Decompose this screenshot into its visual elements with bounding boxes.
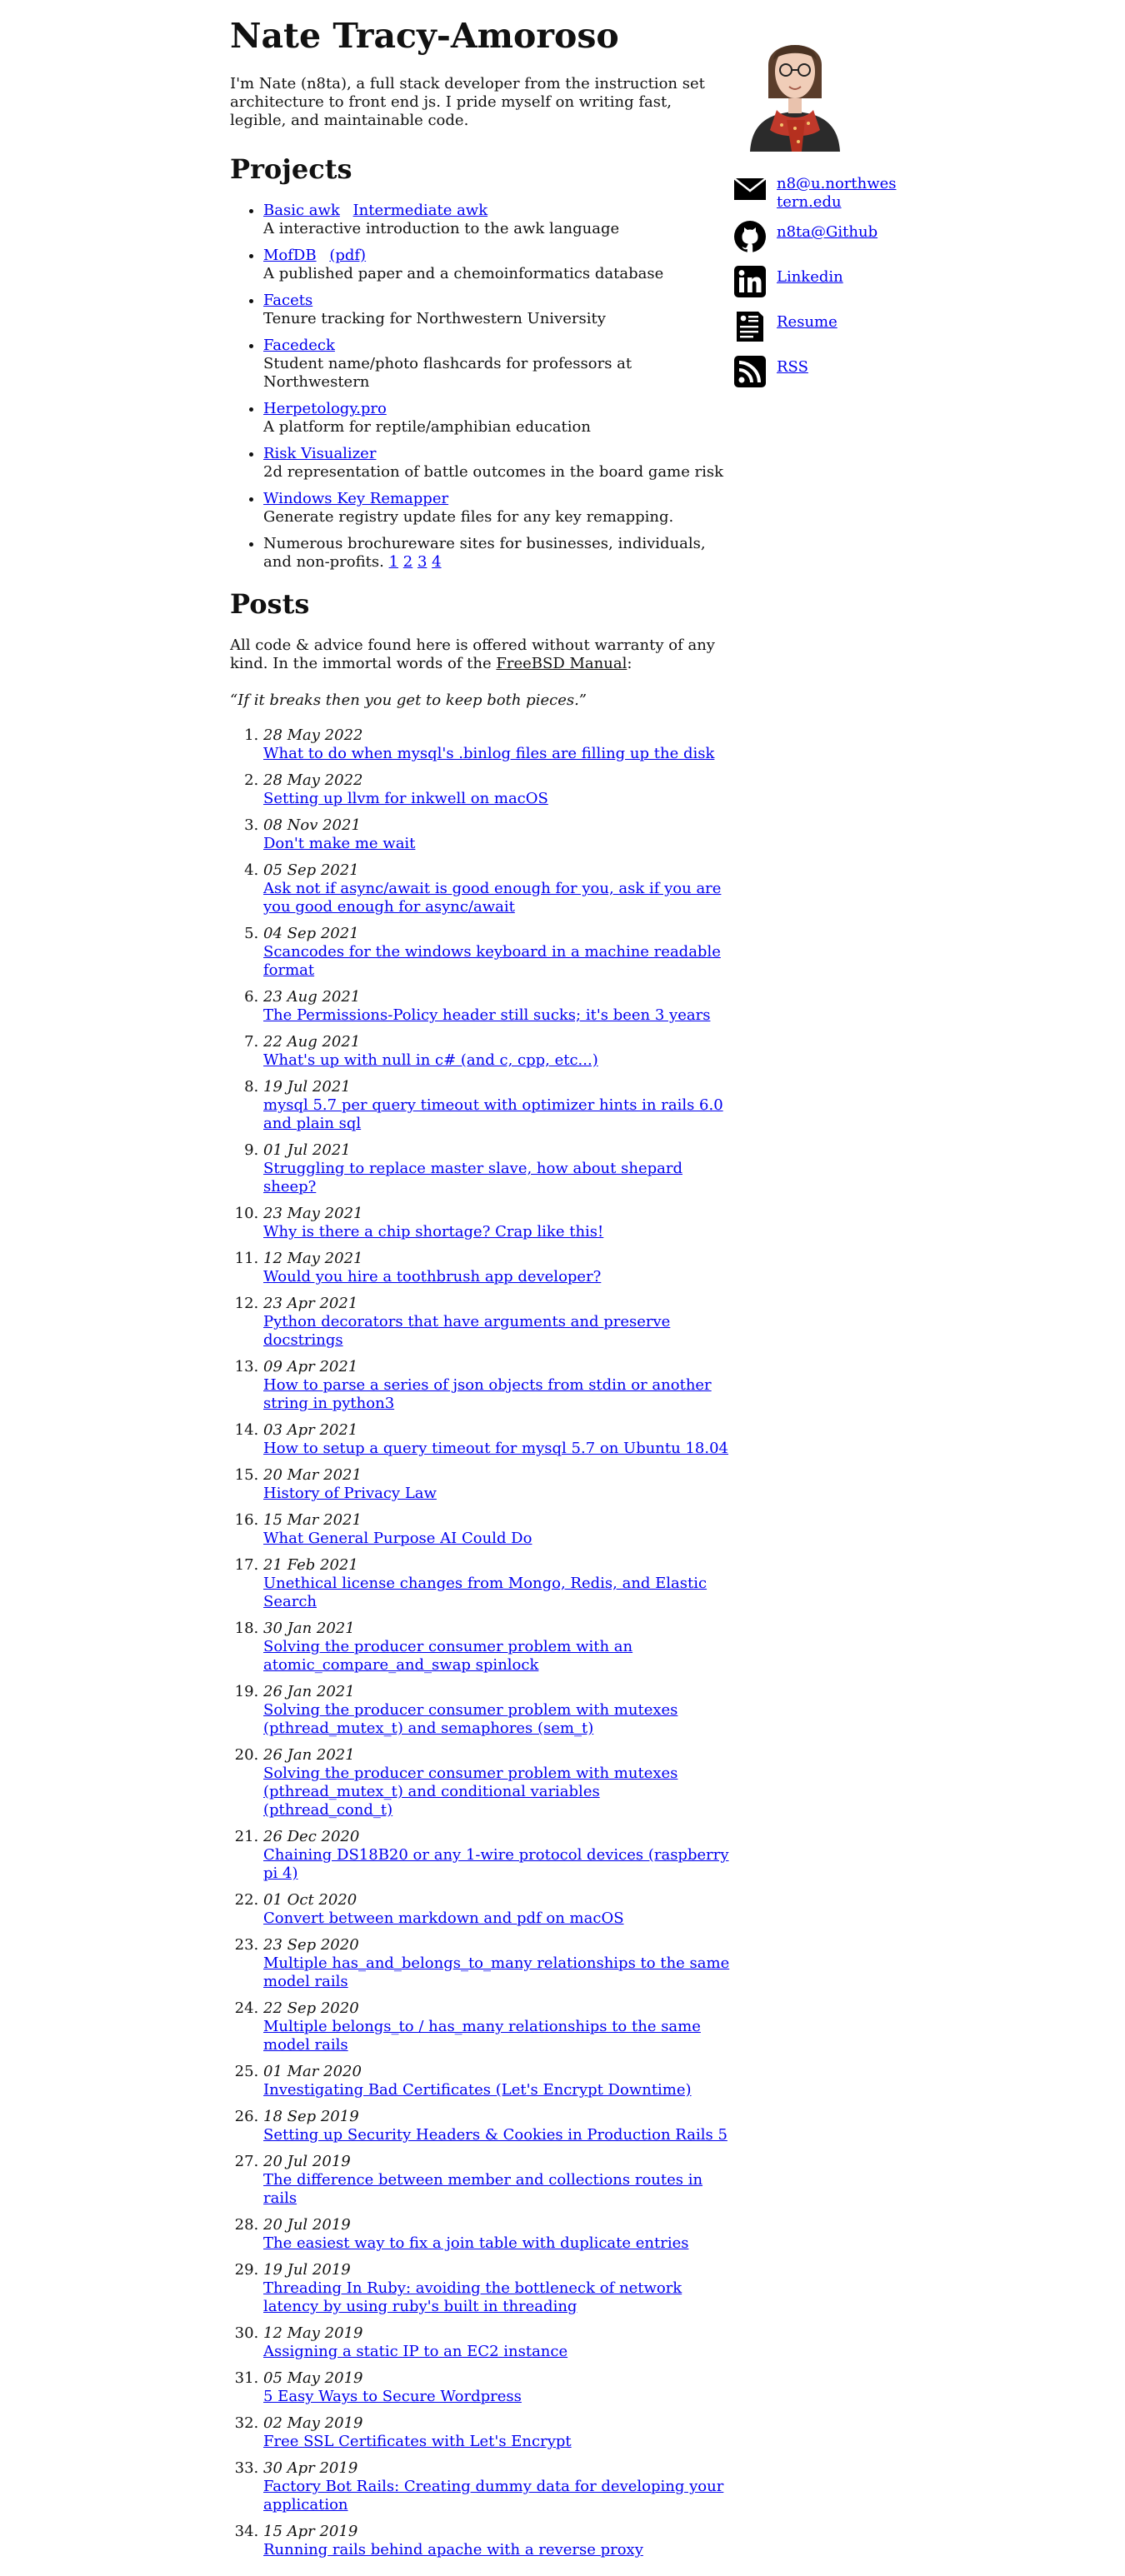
post-date: 28. 20 Jul 2019 xyxy=(263,2216,351,2234)
post-item xyxy=(263,2063,732,2099)
post-link[interactable]: How to setup a query timeout for mysql 5.7 on Ubuntu 18.04 xyxy=(263,1440,728,1457)
brochure-link-3[interactable]: 3 xyxy=(417,553,428,571)
project-item xyxy=(263,292,732,328)
project-description: Student name/photo flashcards for professors at Northwestern xyxy=(263,355,632,391)
post-date: 5. 04 Sep 2021 xyxy=(263,925,359,942)
post-link[interactable]: Setting up llvm for inkwell on macOS xyxy=(263,790,548,807)
post-date: 25. 01 Mar 2020 xyxy=(263,2063,362,2080)
post-date: 12. 23 Apr 2021 xyxy=(263,1295,358,1312)
post-item xyxy=(263,1746,732,1820)
projects-heading: Projects xyxy=(230,153,352,185)
post-date: 10. 23 May 2021 xyxy=(263,1205,363,1222)
post-item xyxy=(263,2153,732,2208)
posts-heading: Posts xyxy=(230,588,310,620)
project-link-windows-key-remapper[interactable]: Windows Key Remapper xyxy=(263,490,449,507)
project-description: Tenure tracking for Northwestern University xyxy=(263,310,606,327)
post-date: 27. 20 Jul 2019 xyxy=(263,2153,351,2170)
post-link[interactable]: How to parse a series of json objects from stdin or another string in python3 xyxy=(263,1376,712,1412)
post-date: 17. 21 Feb 2021 xyxy=(263,1556,358,1574)
post-link[interactable]: Would you hire a toothbrush app developer? xyxy=(263,1268,602,1286)
post-date: 7. 22 Aug 2021 xyxy=(263,1033,361,1051)
post-date: 11. 12 May 2021 xyxy=(263,1250,363,1267)
post-link[interactable]: 5 Easy Ways to Secure Wordpress xyxy=(263,2388,522,2405)
project-description: A published paper and a chemoinformatics database xyxy=(263,265,664,282)
project-item xyxy=(263,445,732,482)
post-item xyxy=(263,1358,732,1413)
post-item xyxy=(263,771,732,808)
post-item xyxy=(263,2414,732,2451)
mail-icon xyxy=(733,172,767,205)
post-link[interactable]: Threading In Ruby: avoiding the bottleneck of network latency by using ruby's built in threading xyxy=(263,2279,682,2315)
post-date: 30. 12 May 2019 xyxy=(263,2324,363,2342)
post-date: 22. 01 Oct 2020 xyxy=(263,1891,358,1909)
post-date: 3. 08 Nov 2021 xyxy=(263,816,361,834)
sidebar xyxy=(733,27,925,400)
resume-link[interactable]: Resume xyxy=(777,313,838,331)
post-link[interactable]: Multiple belongs_to / has_many relationships to the same model rails xyxy=(263,2018,701,2054)
post-date: 15. 20 Mar 2021 xyxy=(263,1466,362,1484)
brochure-link-2[interactable]: 2 xyxy=(402,553,413,571)
post-link[interactable]: Investigating Bad Certificates (Let's Encrypt Downtime) xyxy=(263,2081,692,2099)
post-link[interactable]: Assigning a static IP to an EC2 instance xyxy=(263,2343,568,2360)
post-link[interactable]: Struggling to replace master slave, how about shepard sheep? xyxy=(263,1160,682,1196)
post-date: 4. 05 Sep 2021 xyxy=(263,861,359,879)
post-date: 16. 15 Mar 2021 xyxy=(263,1511,362,1529)
project-item xyxy=(263,400,732,437)
contact-item-email xyxy=(733,172,925,212)
post-date: 9. 01 Jul 2021 xyxy=(263,1141,351,1159)
post-item xyxy=(263,1205,732,1241)
post-date: 32. 02 May 2019 xyxy=(263,2414,363,2432)
contact-item-linkedin xyxy=(733,265,925,302)
post-link[interactable]: Why is there a chip shortage? Crap like this! xyxy=(263,1223,604,1241)
project-link-facedeck[interactable]: Facedeck xyxy=(263,337,335,354)
project-description: A platform for reptile/amphibian education xyxy=(263,418,591,436)
project-link-basic-awk[interactable]: Basic awk xyxy=(263,202,340,219)
page-title: Nate Tracy-Amoroso xyxy=(230,16,619,56)
post-date: 18. 30 Jan 2021 xyxy=(263,1620,355,1637)
post-date: 1. 28 May 2022 xyxy=(263,726,363,744)
post-date: 26. 18 Sep 2019 xyxy=(263,2108,359,2125)
project-item-brochureware xyxy=(263,535,732,572)
post-item xyxy=(263,1295,732,1350)
resume-icon xyxy=(733,310,767,343)
post-link[interactable]: History of Privacy Law xyxy=(263,1485,437,1502)
projects-list xyxy=(230,202,732,572)
post-item xyxy=(263,1556,732,1611)
post-item xyxy=(263,1620,732,1675)
post-link[interactable]: Ask not if async/await is good enough for you, ask if you are you good enough for async/await xyxy=(263,880,722,916)
post-link[interactable]: Scancodes for the windows keyboard in a machine readable format xyxy=(263,943,721,979)
disclaimer-text: All code & advice found here is offered without warranty of any kind. In the immortal words of the xyxy=(230,637,715,672)
post-link[interactable]: The difference between member and collections routes in rails xyxy=(263,2171,703,2207)
post-link[interactable]: What to do when mysql's .binlog files are filling up the disk xyxy=(263,745,715,762)
main-column xyxy=(230,0,732,2568)
post-link[interactable]: mysql 5.7 per query timeout with optimizer hints in rails 6.0 and plain sql xyxy=(263,1096,723,1132)
project-link-risk-visualizer[interactable]: Risk Visualizer xyxy=(263,445,377,462)
project-link-intermediate-awk[interactable]: Intermediate awk xyxy=(352,202,488,219)
post-link[interactable]: Running rails behind apache with a reverse proxy xyxy=(263,2541,643,2559)
post-item xyxy=(263,1466,732,1503)
post-item xyxy=(263,861,732,916)
project-link-facets[interactable]: Facets xyxy=(263,292,313,309)
post-item xyxy=(263,2369,732,2406)
project-description: Generate registry update files for any key remapping. xyxy=(263,508,674,526)
post-item xyxy=(263,2523,732,2559)
portrait-avatar xyxy=(743,27,847,152)
project-description: 2d representation of battle outcomes in the board game risk xyxy=(263,463,724,481)
brochure-link-4[interactable]: 4 xyxy=(432,553,442,571)
post-link[interactable]: Chaining DS18B20 or any 1-wire protocol devices (raspberry pi 4) xyxy=(263,1846,729,1882)
post-item xyxy=(263,2216,732,2253)
post-date: 34. 15 Apr 2019 xyxy=(263,2523,358,2540)
contact-item-rss xyxy=(733,355,925,392)
post-item xyxy=(263,816,732,853)
post-link[interactable]: Setting up Security Headers & Cookies in Production Rails 5 xyxy=(263,2126,728,2144)
post-link[interactable]: What's up with null in c# (and c, cpp, etc...) xyxy=(263,1051,598,1069)
posts-quote: “If it breaks then you get to keep both pieces.” xyxy=(230,691,588,709)
disclaimer-colon: : xyxy=(627,655,632,672)
rss-link[interactable]: RSS xyxy=(777,358,808,376)
contact-item-resume xyxy=(733,310,925,347)
project-link-mofdb[interactable]: MofDB xyxy=(263,247,317,264)
post-date: 33. 30 Apr 2019 xyxy=(263,2459,358,2477)
posts-list xyxy=(230,726,732,2559)
post-item xyxy=(263,1891,732,1928)
post-item xyxy=(263,1078,732,1133)
post-date: 20. 26 Jan 2021 xyxy=(263,1746,355,1764)
intro-text: I'm Nate (n8ta), a full stack developer from the instruction set architecture to front end js. I pride myself on writing fast, legible, and maintainable code. xyxy=(230,75,705,129)
post-date: 6. 23 Aug 2021 xyxy=(263,988,361,1006)
post-link[interactable]: Multiple has_and_belongs_to_many relationships to the same model rails xyxy=(263,1954,730,1990)
project-item xyxy=(263,202,732,238)
post-item xyxy=(263,2108,732,2144)
post-link[interactable]: Unethical license changes from Mongo, Redis, and Elastic Search xyxy=(263,1575,708,1610)
post-link[interactable]: Free SSL Certificates with Let's Encrypt xyxy=(263,2433,572,2450)
post-link[interactable]: Don't make me wait xyxy=(263,835,416,852)
post-date: 2. 28 May 2022 xyxy=(263,771,363,789)
post-item xyxy=(263,2324,732,2361)
post-item xyxy=(263,1999,732,2054)
github-link[interactable]: n8ta@Github xyxy=(777,223,878,241)
project-link-herpetology[interactable]: Herpetology.pro xyxy=(263,400,387,417)
post-date: 29. 19 Jul 2019 xyxy=(263,2261,351,2279)
post-link[interactable]: Solving the producer consumer problem with mutexes (pthread_mutex_t) and semaphores (sem_t) xyxy=(263,1701,678,1737)
post-link[interactable]: Solving the producer consumer problem with mutexes (pthread_mutex_t) and conditional variables (pthread_cond_t) xyxy=(263,1765,678,1819)
post-link[interactable]: The easiest way to fix a join table with duplicate entries xyxy=(263,2234,689,2252)
post-item xyxy=(263,2261,732,2316)
post-item xyxy=(263,1936,732,1991)
post-date: 8. 19 Jul 2021 xyxy=(263,1078,351,1096)
post-date: 24. 22 Sep 2020 xyxy=(263,1999,359,2017)
post-date: 21. 26 Dec 2020 xyxy=(263,1828,360,1845)
freebsd-manual-link[interactable]: FreeBSD Manual xyxy=(496,655,628,672)
contact-item-github xyxy=(733,220,925,257)
project-link-mofdb-pdf[interactable]: (pdf) xyxy=(329,247,367,264)
post-item xyxy=(263,1250,732,1286)
contact-list xyxy=(733,172,925,392)
post-date: 19. 26 Jan 2021 xyxy=(263,1683,355,1700)
post-link[interactable]: Python decorators that have arguments and preserve docstrings xyxy=(263,1313,671,1349)
email-link[interactable]: n8@u.northwestern.edu xyxy=(777,175,897,211)
project-item xyxy=(263,490,732,527)
post-date: 14. 03 Apr 2021 xyxy=(263,1421,358,1439)
post-item xyxy=(263,1828,732,1883)
post-link[interactable]: Solving the producer consumer problem with an atomic_compare_and_swap spinlock xyxy=(263,1638,633,1674)
post-item xyxy=(263,988,732,1025)
project-description: A interactive introduction to the awk language xyxy=(263,220,620,237)
github-icon xyxy=(733,220,767,253)
linkedin-icon xyxy=(733,265,767,298)
post-item xyxy=(263,2459,732,2514)
post-date: 23. 23 Sep 2020 xyxy=(263,1936,359,1954)
post-item xyxy=(263,1033,732,1070)
post-item xyxy=(263,1141,732,1196)
post-date: 31. 05 May 2019 xyxy=(263,2369,363,2387)
brochure-link-1[interactable]: 1 xyxy=(388,553,399,571)
post-link[interactable]: What General Purpose AI Could Do xyxy=(263,1530,532,1547)
post-item xyxy=(263,1683,732,1738)
post-item xyxy=(263,1511,732,1548)
project-item xyxy=(263,247,732,283)
post-item xyxy=(263,726,732,763)
rss-icon xyxy=(733,355,767,388)
post-link[interactable]: Convert between markdown and pdf on macOS xyxy=(263,1910,624,1927)
brochure-text: Numerous brochureware sites for businesses, individuals, and non-profits. xyxy=(263,535,706,571)
posts-disclaimer xyxy=(230,637,732,673)
post-link[interactable]: The Permissions-Policy header still sucks; it's been 3 years xyxy=(263,1006,711,1024)
post-link[interactable]: Factory Bot Rails: Creating dummy data for developing your application xyxy=(263,2478,724,2514)
linkedin-link[interactable]: Linkedin xyxy=(777,268,843,286)
post-date: 13. 09 Apr 2021 xyxy=(263,1358,358,1375)
post-item xyxy=(263,1421,732,1458)
post-item xyxy=(263,925,732,980)
project-item xyxy=(263,337,732,392)
